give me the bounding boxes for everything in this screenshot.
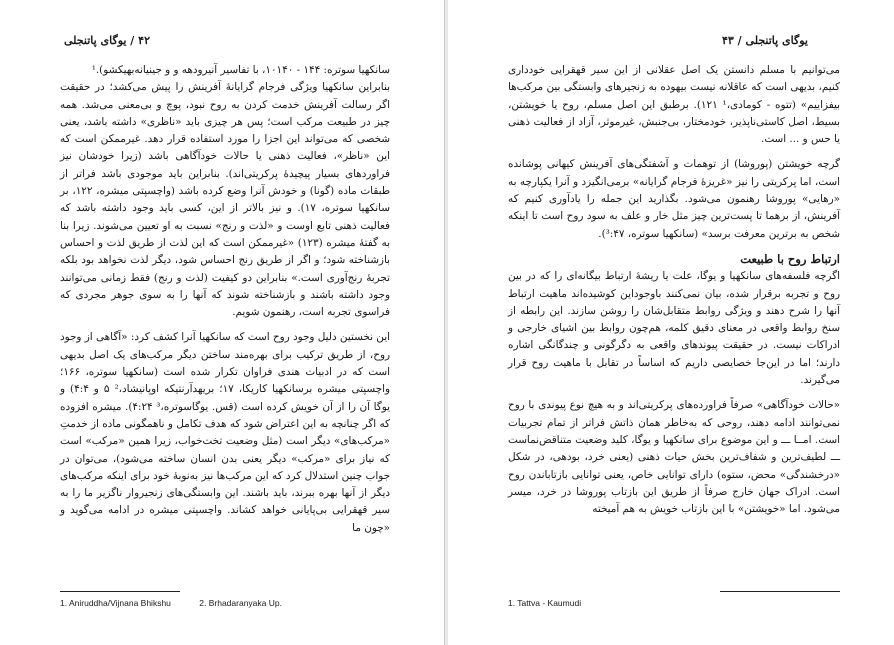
left-footnote-2: 2. Brhadaranyaka Up. <box>199 598 282 608</box>
left-running-header: ۴۲ / یوگای پاتنجلی <box>64 34 150 47</box>
left-body-text <box>60 62 390 537</box>
right-running-header: یوگای پاتنجلی / ۴۳ <box>722 34 808 47</box>
right-page <box>448 0 894 645</box>
right-footnotes <box>508 598 607 608</box>
section-heading: ارتباط روح با طبیعت <box>740 251 840 266</box>
left-footnotes <box>60 598 308 608</box>
left-footnote-rule <box>60 591 180 592</box>
left-footnote-1: 1. Aniruddha/Vijnana Bhikshu <box>60 598 171 608</box>
right-paragraph-1: می‌توانیم با مسلم دانستن یک اصل عقلانی از این سیر قهقرایی خودداری کنیم، بدیهی است که عاقلانه نیست بیهوده به زنجیرهای وابستگی بین مرکب‌ها بیفزاییم» (تتوه - کومادی،¹ ۱۲۱). برطبق این اصل مسلم، روح یا خویشتن، بسیط، اصل کاستی‌ناپذیر، خودمختار، بی‌جنبش، غیرموثر، آزاد از فعالیت ذهنی یا حس و ... است. <box>508 64 840 146</box>
left-paragraph-1: سانکهیا سوتره: ۱۴۴ - ۱۰۱۴۰، با تفاسیر آنیرودهه و و جینیانه‌بهیکشو).¹ <box>91 64 390 76</box>
right-footnote-1: 1. Tattva - Kaumudi <box>508 598 582 608</box>
right-paragraph-2: گرچه خویشتن (پوروشا) از توهمات و آشفتگی‌های آفرینش کیهانی پوشانده است، اما پرکریتی را نیز «غریزهٔ فرجام گرایانه» برمی‌انگیزد و آنرا یکپارچه به «رهایی» پوروشا رهنمون می‌شود. بگذارید این جمله را یادآوری کنیم که آفرینش، از برهما تا پست‌ترین چیز مثل خار و علف به سود روح است تا اینکه شخص به برترین معرفت برسد» (سانکهیا سوتره، ³:۴۷). <box>508 158 840 240</box>
left-paragraph-3: این نخستین دلیل وجود روح است که سانکهیا آنرا کشف کرد: «آگاهی از وجود روح، از طریق ترکیب برای بهره‌مند ساختن دیگر مرکب‌های یک اصل بدیهی است که در ادبیات هندی فراوان تکرار شده است (سانکهیا سوتره، ۱۶۶؛ واچسپتی میشره برسانکهیا کاریکا، ۱۷؛ بریهدآرنتیکه اوپانیشاد،² ۵ و ۴:۴) و یوگا آن را از آن خویش کرده است (قس. یوگاسوتره،³ ۴:۲۴). میشره افزوده که اگر چنانچه به این اعتراض شود که هدف تکامل و ناهمگونی ماده از خدمتِ «مرکب‌های» دیگر است (مثل وضعیت تخت‌خواب، زیرا همین «مرکب» است که نیاز برای «مرکب» دیگر یعنی بدن انسان ساخته می‌شود)، می‌توان در جواب چنین استدلال کرد که این مرکب‌ها نیز به‌نوبهٔ خود برای اینکه مرکب‌های دیگر از آنها بهره ببرند، باید باشند. این وابستگی‌های زنجیروار ناگزیر ما را به سیر قهقرایی بی‌پایانی خواهد کشاند. واچسپتی میشره در ادامه می‌گوید و «چون ما <box>60 331 391 534</box>
left-page <box>0 0 444 645</box>
right-paragraph-4: «حالات خودآگاهی» صرفاً فراورده‌های پرکریتی‌اند و به هیچ نوع پیوندی با روح نمی‌توانند ادامه دهند، روحی که به‌خاطر همان ذاتش فراتر از تمام تجربیات است. امــا ـــ و این موضوع برای سانکهیا و یوگا، کلید وضعیت متناقض‌نماست ـــ لطیف‌ترین و شفاف‌ترین بخش حیات ذهنی (یعنی خرد، بودهی، در شکل «درخشندگی» محض، ستوه) دارای توانایی خاص، یعنی توانایی بازتاباندن روح است. ادراک جهان خارج صرفاً از طریق این بازتاب پوروشا در خرد، میسر می‌شود. اما «خویشتن» با این بازتاب خویش به هم آمیخته <box>508 399 840 516</box>
right-footnote-rule <box>720 591 840 592</box>
right-paragraph-3: اگرچه فلسفه‌های سانکهیا و یوگا، علت یا ریشهٔ ارتباط بیگانه‌ای را که در بین روح و تجربه برقرار شده، بیان نمی‌کنند باوجوداین کوشیده‌اند ماهیت ارتباط آنها را شرح دهند و ویژگی روابط متقابل‌شان را روشن سازند. این رابطه از سنخ روابط واقعی در معنای دقیق کلمه، هم‌چون روابط بین اشیای خارجی و ادراکات نیست. در حقیقت پیوندهای واقعی به دگرگونی و چندگانگی اشاره دارند؛ اما در این‌جا خصایصی داریم که اساساً در تقابل با ماهیت روح قرار می‌گیرند. <box>508 270 840 387</box>
right-body-text <box>508 62 840 518</box>
left-paragraph-2: بنابراین سانکهیا ویژگی فرجام گرایانهٔ آفرینش را پیش می‌کشد؛ در حقیقت اگر رسالت آفرینش خدمت کردن به روح نبود، پوچ و بی‌معنی می‌شد. همه چیز در طبیعت مرکب است؛ پس هر چیزی باید «ناظری» داشته باشد، یعنی شخصی که می‌تواند این اجزا را مورد استفاده قرار دهد. غیرممکن است که این «ناظر»، فعالیت ذهنی یا حالات خودآگاهی باشد (زیرا خودشان نیز فراوردهای بسیار پیچیدهٔ پرکریتی‌اند). بنابراین باید موجودی باشد فراتر از طبقات ماده (گونا) و خودش آنرا وضع کرده باشد (واچسپتی میشره، ۱۲۲، بر سانکهیا سوتره، ۱۷). و نیز بالاتر از این، کسی باید وجود داشته باشد که فعالیت ذهنی تابع اوست و «لذت و رنج» نسبت به او تعیین می‌شوند. زیرا بنا به گفتهٔ میشره (۱۲۳) «غیرممکن است که این لذت از طریق لذت و احساس بازشناخته شود؛ و اگر از طریق رنج احساس شود، دیگر لذت نخواهد بود بلکه تجربهٔ رنج‌آوری است.» بنابراین دو کیفیت (لذت و رنج) فقط زمانی می‌توانند وجود داشته باشند و بازشناخته شوند که آنها را به سوی جوهر مجردی که فراسوی تجربه است، رهنمون شویم. <box>60 81 391 319</box>
